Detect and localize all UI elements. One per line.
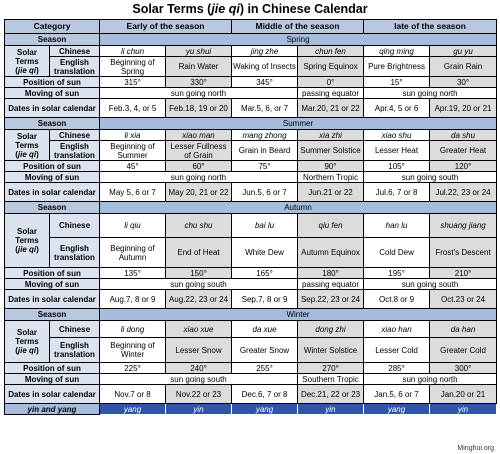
solar-terms-label: Solar Terms (jie qi) xyxy=(5,214,50,268)
moving-row xyxy=(5,172,497,183)
chinese-label: Chinese xyxy=(50,46,100,57)
position-value: 225° xyxy=(100,363,166,374)
chinese-term: han lu xyxy=(364,214,430,238)
chinese-label: Chinese xyxy=(50,130,100,141)
solar-terms-italic: jie qi xyxy=(17,346,37,355)
chinese-term: xiao xue xyxy=(166,321,232,338)
solar-terms-line1: Solar xyxy=(16,328,37,337)
season-label: Season xyxy=(5,309,100,321)
english-term: Beginning of Summer xyxy=(100,141,166,161)
header-category: Category xyxy=(5,20,100,34)
position-value: 315° xyxy=(100,77,166,88)
position-value: 255° xyxy=(232,363,298,374)
season-name: Spring xyxy=(100,34,497,46)
chinese-name-row xyxy=(5,321,497,338)
yinyang-value: yin xyxy=(430,404,497,415)
yinyang-label: yin and yang xyxy=(5,404,100,415)
position-value: 60° xyxy=(166,161,232,172)
chinese-term: da xue xyxy=(232,321,298,338)
moving-value: Southern Tropic xyxy=(298,374,364,385)
english-term: Grain Rain xyxy=(430,57,497,77)
header-middle: Middle of the season xyxy=(232,20,364,34)
moving-value: sun going south xyxy=(364,279,497,290)
date-value: Aug.7, 8 or 9 xyxy=(100,290,166,309)
position-value: 270° xyxy=(298,363,364,374)
chinese-name-row xyxy=(5,214,497,238)
english-term: Spring Equinox xyxy=(298,57,364,77)
dates-row xyxy=(5,183,497,202)
position-value: 105° xyxy=(364,161,430,172)
date-value: Aug.22, 23 or 24 xyxy=(166,290,232,309)
season-label: Season xyxy=(5,34,100,46)
chinese-label: Chinese xyxy=(50,214,100,238)
chinese-term: xiao han xyxy=(364,321,430,338)
chinese-term: qiu fen xyxy=(298,214,364,238)
season-name: Summer xyxy=(100,118,497,130)
date-value: Feb.18, 19 or 20 xyxy=(166,99,232,118)
english-term: Grain in Beard xyxy=(232,141,298,161)
chinese-label: Chinese xyxy=(50,321,100,338)
chinese-term: bai lu xyxy=(232,214,298,238)
solar-terms-line1: Solar xyxy=(16,47,37,57)
english-term: Greater Heat xyxy=(430,141,497,161)
chinese-term: yu shui xyxy=(166,46,232,57)
chinese-name-row xyxy=(5,130,497,141)
header-row xyxy=(5,20,497,34)
position-value: 90° xyxy=(298,161,364,172)
solar-terms-italic: jie qi xyxy=(17,245,37,254)
english-label: English translation xyxy=(50,338,100,363)
english-label: English translation xyxy=(50,57,100,77)
solar-terms-line2: Terms xyxy=(15,140,39,150)
moving-row xyxy=(5,88,497,99)
moving-value: sun going south xyxy=(100,279,298,290)
moving-value: Northern Tropic xyxy=(298,172,364,183)
english-term: Beginning of Spring xyxy=(100,57,166,77)
position-value: 45° xyxy=(100,161,166,172)
moving-value: sun going north xyxy=(364,88,497,99)
position-row xyxy=(5,363,497,374)
position-label: Position of sun xyxy=(5,77,100,88)
position-label: Position of sun xyxy=(5,268,100,279)
date-value: May 5, 6 or 7 xyxy=(100,183,166,202)
position-value: 165° xyxy=(232,268,298,279)
date-value: Sep.7, 8 or 9 xyxy=(232,290,298,309)
english-term: Cold Dew xyxy=(364,238,430,268)
date-value: Sep.22, 23 or 24 xyxy=(298,290,364,309)
position-value: 75° xyxy=(232,161,298,172)
season-label: Season xyxy=(5,118,100,130)
moving-value: sun going north xyxy=(100,88,298,99)
page-title: Solar Terms (jie qi) in Chinese Calendar xyxy=(132,2,368,16)
position-value: 0° xyxy=(298,77,364,88)
date-value: Jan.5, 6 or 7 xyxy=(364,385,430,404)
solar-terms-line2: Terms xyxy=(15,56,39,66)
english-term: Pure Brightness xyxy=(364,57,430,77)
solar-terms-italic: jie qi xyxy=(17,65,37,75)
season-row xyxy=(5,34,497,46)
position-value: 180° xyxy=(298,268,364,279)
date-value: Oct.8 or 9 xyxy=(364,290,430,309)
english-row xyxy=(5,57,497,77)
moving-label: Moving of sun xyxy=(5,88,100,99)
english-row xyxy=(5,238,497,268)
moving-value: sun going south xyxy=(100,374,298,385)
season-row xyxy=(5,202,497,214)
chinese-term: xiao man xyxy=(166,130,232,141)
position-row xyxy=(5,161,497,172)
moving-value: sun going north xyxy=(100,172,298,183)
english-term: Waking of Insects xyxy=(232,57,298,77)
chinese-term: da shu xyxy=(430,130,497,141)
chinese-term: chun fen xyxy=(298,46,364,57)
english-term: Frost's Descent xyxy=(430,238,497,268)
yinyang-value: yin xyxy=(298,404,364,415)
solar-terms-label: Solar Terms (jie qi) xyxy=(5,130,50,161)
chinese-term: shuang jiang xyxy=(430,214,497,238)
english-term: Lesser Cold xyxy=(364,338,430,363)
moving-value: sun going north xyxy=(364,374,497,385)
solar-terms-line1: Solar xyxy=(16,131,37,141)
english-term: Greater Cold xyxy=(430,338,497,363)
date-value: Feb.3, 4, or 5 xyxy=(100,99,166,118)
english-term: Lesser Heat xyxy=(364,141,430,161)
moving-label: Moving of sun xyxy=(5,172,100,183)
dates-row xyxy=(5,99,497,118)
moving-value: passing equator xyxy=(298,279,364,290)
date-value: Dec.21, 22 or 23 xyxy=(298,385,364,404)
dates-label: Dates in solar calendar xyxy=(5,183,100,202)
moving-row xyxy=(5,374,497,385)
chinese-term: mang zhong xyxy=(232,130,298,141)
season-label: Season xyxy=(5,202,100,214)
position-value: 300° xyxy=(430,363,497,374)
date-value: Dec.6, 7 or 8 xyxy=(232,385,298,404)
english-term: Lesser Snow xyxy=(166,338,232,363)
date-value: Nov.22 or 23 xyxy=(166,385,232,404)
chinese-term: xiao shu xyxy=(364,130,430,141)
solar-terms-label: Solar Terms (jie qi) xyxy=(5,321,50,363)
date-value: Jul.6, 7 or 8 xyxy=(364,183,430,202)
chinese-term: li chun xyxy=(100,46,166,57)
english-row xyxy=(5,141,497,161)
chinese-name-row xyxy=(5,46,497,57)
position-value: 120° xyxy=(430,161,497,172)
chinese-term: li dong xyxy=(100,321,166,338)
position-value: 285° xyxy=(364,363,430,374)
dates-label: Dates in solar calendar xyxy=(5,385,100,404)
season-name: Winter xyxy=(100,309,497,321)
position-value: 345° xyxy=(232,77,298,88)
position-value: 135° xyxy=(100,268,166,279)
date-value: Apr.4, 5 or 6 xyxy=(364,99,430,118)
yinyang-value: yang xyxy=(232,404,298,415)
dates-row xyxy=(5,385,497,404)
position-value: 330° xyxy=(166,77,232,88)
moving-value: sun going south xyxy=(364,172,497,183)
date-value: Jun.5, 6 or 7 xyxy=(232,183,298,202)
chinese-term: li qiu xyxy=(100,214,166,238)
yinyang-value: yang xyxy=(100,404,166,415)
english-term: Winter Solstice xyxy=(298,338,364,363)
chinese-term: jing zhe xyxy=(232,46,298,57)
date-value: Mar.20, 21 or 22 xyxy=(298,99,364,118)
dates-label: Dates in solar calendar xyxy=(5,290,100,309)
yinyang-row xyxy=(5,404,497,415)
date-value: Mar.5, 6, or 7 xyxy=(232,99,298,118)
position-row xyxy=(5,77,497,88)
english-label: English translation xyxy=(50,238,100,268)
solar-terms-italic: jie qi xyxy=(17,149,37,159)
position-value: 30° xyxy=(430,77,497,88)
moving-row xyxy=(5,279,497,290)
season-row xyxy=(5,309,497,321)
moving-label: Moving of sun xyxy=(5,374,100,385)
english-term: End of Heat xyxy=(166,238,232,268)
english-term: Summer Solstice xyxy=(298,141,364,161)
english-term: White Dew xyxy=(232,238,298,268)
chinese-term: chu shu xyxy=(166,214,232,238)
english-term: Autumn Equinox xyxy=(298,238,364,268)
moving-label: Moving of sun xyxy=(5,279,100,290)
english-row xyxy=(5,338,497,363)
position-label: Position of sun xyxy=(5,161,100,172)
position-value: 240° xyxy=(166,363,232,374)
dates-row xyxy=(5,290,497,309)
solar-terms-table xyxy=(4,19,497,415)
season-name: Autumn xyxy=(100,202,497,214)
yinyang-value: yin xyxy=(166,404,232,415)
date-value: Jun.21 or 22 xyxy=(298,183,364,202)
english-term: Rain Water xyxy=(166,57,232,77)
english-term: Lesser Fullness of Grain xyxy=(166,141,232,161)
solar-terms-line1: Solar xyxy=(16,227,37,236)
position-value: 195° xyxy=(364,268,430,279)
english-term: Beginning of Winter xyxy=(100,338,166,363)
chinese-term: li xia xyxy=(100,130,166,141)
chinese-term: xia zhi xyxy=(298,130,364,141)
date-value: Jul.22, 23 or 24 xyxy=(430,183,497,202)
date-value: May 20, 21 or 22 xyxy=(166,183,232,202)
yinyang-value: yang xyxy=(364,404,430,415)
footer-credit: Minghui.org xyxy=(457,445,494,452)
chinese-term: dong zhi xyxy=(298,321,364,338)
season-row xyxy=(5,118,497,130)
solar-terms-line2: Terms xyxy=(15,236,39,245)
position-label: Position of sun xyxy=(5,363,100,374)
moving-value: passing equator xyxy=(298,88,364,99)
date-value: Nov.7 or 8 xyxy=(100,385,166,404)
date-value: Apr.19, 20 or 21 xyxy=(430,99,497,118)
date-value: Oct.23 or 24 xyxy=(430,290,497,309)
position-value: 15° xyxy=(364,77,430,88)
dates-label: Dates in solar calendar xyxy=(5,99,100,118)
chinese-term: qing ming xyxy=(364,46,430,57)
date-value: Jan.20 or 21 xyxy=(430,385,497,404)
english-term: Greater Snow xyxy=(232,338,298,363)
english-label: English translation xyxy=(50,141,100,161)
solar-terms-line2: Terms xyxy=(15,337,39,346)
chinese-term: gu yu xyxy=(430,46,497,57)
header-early: Early of the season xyxy=(100,20,232,34)
chinese-term: da han xyxy=(430,321,497,338)
english-term: Beginning of Autumn xyxy=(100,238,166,268)
position-value: 150° xyxy=(166,268,232,279)
position-value: 210° xyxy=(430,268,497,279)
header-late: late of the season xyxy=(364,20,497,34)
solar-terms-label: Solar Terms (jie qi) xyxy=(5,46,50,77)
position-row xyxy=(5,268,497,279)
